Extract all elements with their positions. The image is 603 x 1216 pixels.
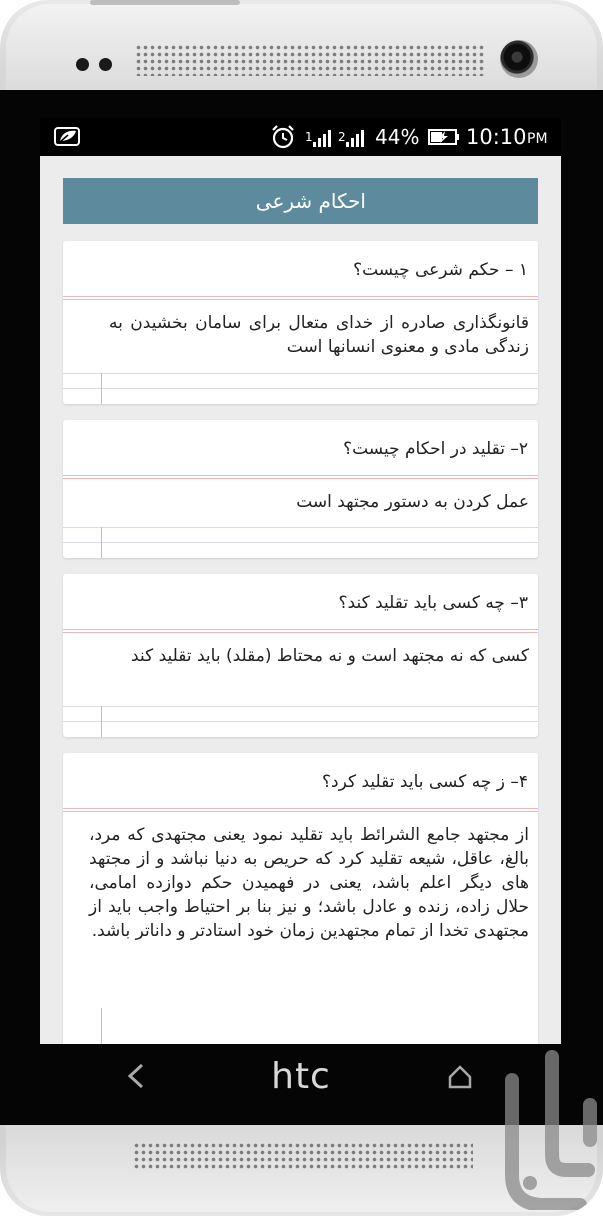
- divider: [63, 629, 538, 630]
- divider: [63, 632, 538, 633]
- question-text: ۳– چه کسی باید تقلید کند؟: [338, 593, 528, 613]
- front-camera: [500, 40, 538, 78]
- clock-ampm: PM: [527, 131, 548, 147]
- answer-text: عمل کردن به دستور مجتهد است: [296, 492, 529, 512]
- battery-charging-icon: [428, 118, 460, 156]
- signal-bars-icon: [312, 118, 334, 156]
- question-text: ۱ – حکم شرعی چیست؟: [353, 260, 528, 280]
- divider: [63, 706, 538, 707]
- page-title-bar: [63, 178, 538, 224]
- margin-line: [101, 1008, 102, 1044]
- light-sensor: [99, 58, 112, 71]
- home-icon[interactable]: [447, 1064, 473, 1090]
- bottom-speaker-grille: [133, 1142, 473, 1170]
- answer-text: کسی که نه مجتهد است و نه محتاط (مقلد) باید تقلید کند: [131, 646, 529, 666]
- divider: [63, 299, 538, 300]
- margin-line: [101, 527, 102, 558]
- divider: [63, 527, 538, 528]
- divider: [63, 475, 538, 476]
- divider: [63, 388, 538, 389]
- answer-text: از مجتهد جامع الشرائط باید تقلید نمود یعنی مجتهدی که مرد، بالغ، عاقل، شیعه تقلید کرد که حریص به دنیا نباشد و از مجتهد های دیگر اعلم باشد، یعنی در فهمیدن حکم دوازده امامی، حلال زاده، زنده و عادل باشد؛ و نیز بنا بر احتیاط واجب باید از مجتهدی تخدا از تمام مجتهدین زمان خود استادتر و داناتر باشد.: [89, 825, 529, 941]
- divider: [63, 373, 538, 374]
- clock-time: 10:10: [466, 125, 527, 149]
- top-edge: [90, 0, 240, 5]
- divider: [63, 811, 538, 812]
- divider: [63, 296, 538, 297]
- page-title: احکام شرعی: [255, 189, 366, 213]
- divider: [63, 542, 538, 543]
- sim2-label: 2: [338, 130, 346, 144]
- proximity-sensor: [76, 58, 89, 71]
- signal-bars-icon: [345, 118, 367, 156]
- cafebazaar-logo-icon: [500, 1045, 600, 1210]
- margin-line: [101, 373, 102, 404]
- battery-percent: 44%: [375, 125, 420, 149]
- divider: [63, 721, 538, 722]
- list-item[interactable]: [63, 420, 538, 558]
- notification-leaf-icon: [54, 118, 82, 156]
- list-item[interactable]: [63, 574, 538, 737]
- divider: [63, 478, 538, 479]
- alarm-clock-icon: [270, 118, 296, 156]
- divider: [63, 808, 538, 809]
- top-speaker-grille: [135, 44, 485, 76]
- margin-line: [101, 706, 102, 737]
- app-screen: [40, 118, 561, 1044]
- list-item[interactable]: [63, 241, 538, 404]
- question-text: ۲– تقلید در احکام چیست؟: [343, 439, 528, 459]
- list-item[interactable]: [63, 753, 538, 1044]
- question-text: ۴– ز چه کسی باید تقلید کرد؟: [322, 772, 528, 792]
- status-bar: [40, 118, 561, 156]
- brand-logo: htc: [271, 1056, 331, 1097]
- sim1-label: 1: [305, 130, 313, 144]
- answer-text: قانونگذاری صادره از خدای متعال برای سامان بخشیدن به زندگی مادی و معنوی انسانها است: [109, 313, 529, 357]
- back-arrow-icon[interactable]: [124, 1062, 148, 1090]
